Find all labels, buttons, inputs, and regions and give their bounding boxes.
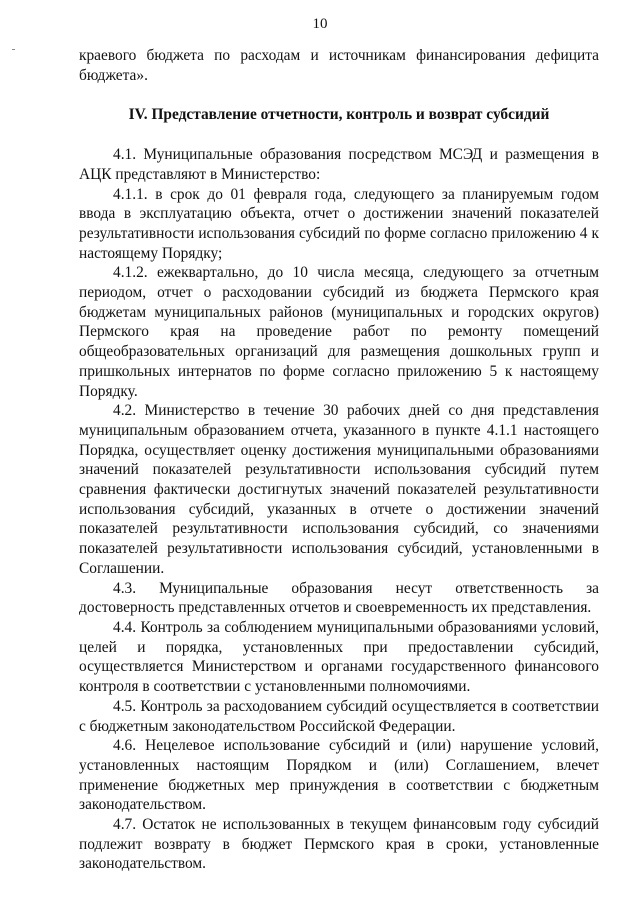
paragraph-4-2: 4.2. Министерство в течение 30 рабочих дней со дня представления муниципальным образованием отчета, указанного в пункте 4.1.1 настоящего Порядка, осуществляет оценку достижения муниципальными образованиями значений показателей результативности использования субсидий путем сравнения фактически достигнутых значений показателей результативности использования субсидий, указанных в отчете о достижении значений показателей результативности использования субсидий, со значениями показателей результативности использования субсидий, установленными в Соглашении. (79, 402, 599, 577)
paragraph-4-1-1: 4.1.1. в срок до 01 февраля года, следующего за планируемым годом ввода в эксплуатацию объекта, отчет о достижении значений показателей результативности использования субсидий по форме согласно приложению 4 к настоящему Порядку; (79, 185, 599, 262)
section-heading: IV. Представление отчетности, контроль и возврат субсидий (128, 106, 550, 124)
margin-mark (12, 49, 15, 50)
paragraph-4-1: 4.1. Муниципальные образования посредством МСЭД и размещения в АЦК представляют в Министерство: (79, 146, 599, 183)
paragraph-4-3: 4.3. Муниципальные образования несут ответственность за достоверность представленных отчетов и своевременность их представления. (79, 579, 599, 617)
continuation-text: краевого бюджета по расходам и источникам финансирования дефицита бюджета». (79, 47, 599, 84)
paragraph-4-4: 4.4. Контроль за соблюдением муниципальными образованиями условий, целей и порядка, установленных при предоставлении субсидий, осуществляется Министерством и органами государственного финансового контроля в соответствии с установленными полномочиями. (79, 618, 599, 696)
paragraph-4-1-2: 4.1.2. ежеквартально, до 10 числа месяца, следующего за отчетным периодом, отчет о расходовании субсидий из бюджета Пермского края бюджетам муниципальных районов (муниципальных и городских округов) Пермского края на проведение работ по ремонту помещений общеобразовательных организаций для размещения дошкольных групп и пришкольных интернатов по форме согласно приложению 5 к настоящему Порядку. (79, 264, 599, 400)
paragraph-4-5: 4.5. Контроль за расходованием субсидий осуществляется в соответствии с бюджетным законодательством Российской Федерации. (79, 697, 599, 735)
page-content (79, 46, 599, 874)
page-number: 10 (312, 16, 328, 32)
paragraph-4-6: 4.6. Нецелевое использование субсидий и (или) нарушение условий, установленных настоящим Порядком и (или) Соглашением, влечет применение бюджетных мер принуждения в соответствии с бюджетным законодательством. (79, 737, 599, 814)
paragraph-4-7: 4.7. Остаток не использованных в текущем финансовым году субсидий подлежит возврату в бюджет Пермского края в сроки, установленные законодательством. (79, 816, 599, 873)
